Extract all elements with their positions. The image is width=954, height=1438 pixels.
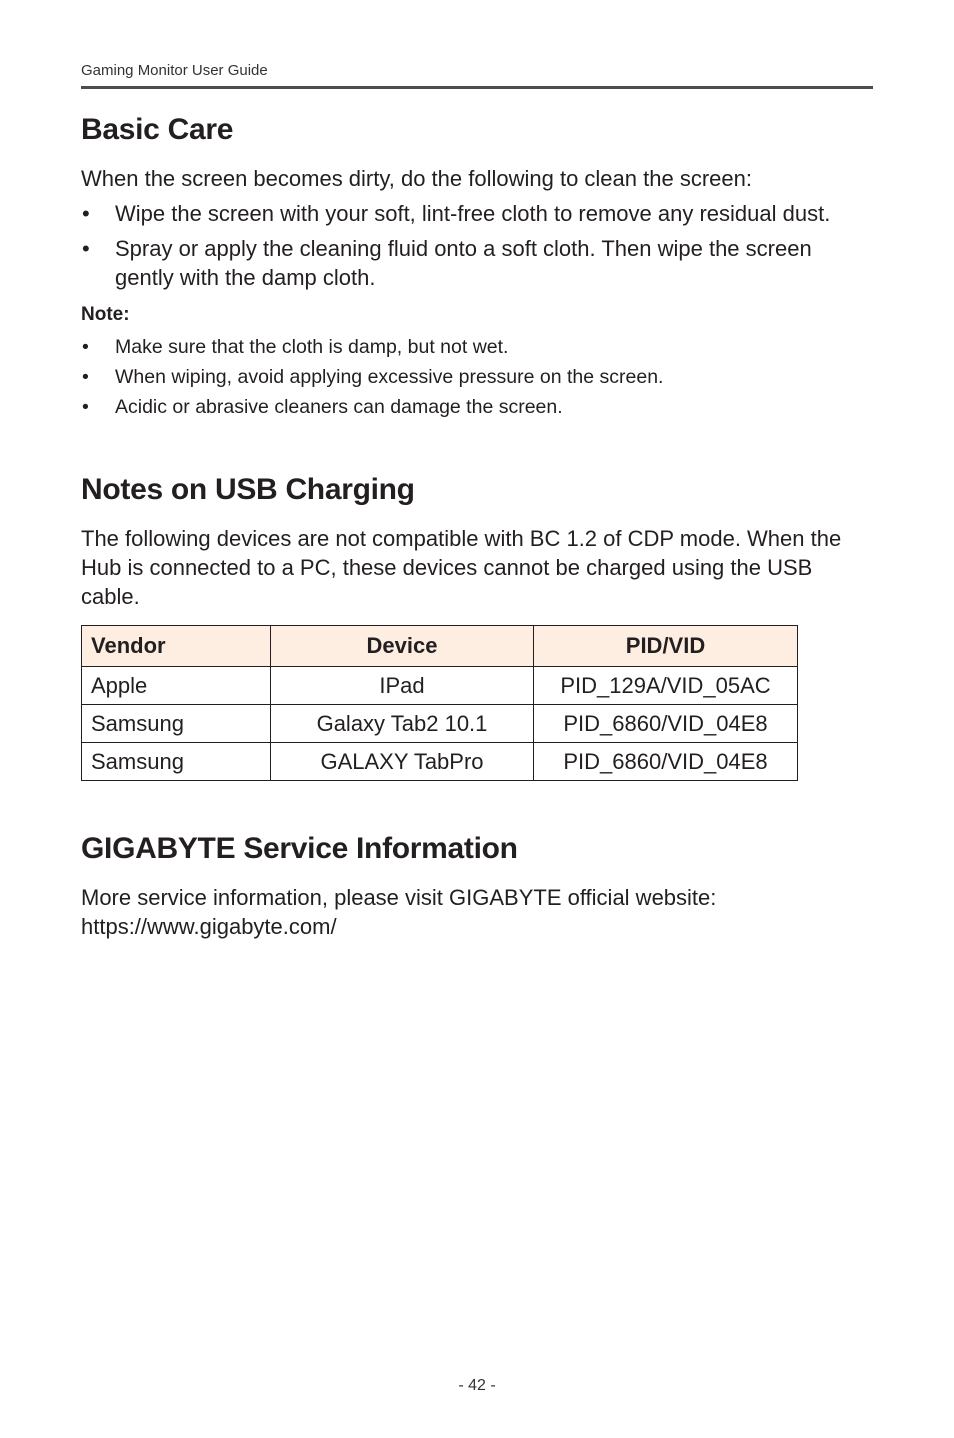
cleaning-steps-list <box>81 199 873 292</box>
header-rule <box>81 86 873 89</box>
column-header-vendor: Vendor <box>82 626 271 667</box>
page-number: - 42 - <box>458 1377 496 1394</box>
column-header-device: Device <box>271 626 534 667</box>
running-header: Gaming Monitor User Guide <box>81 62 268 79</box>
cell-vendor: Samsung <box>82 705 271 743</box>
column-header-pid-vid: PID/VID <box>534 626 798 667</box>
table-row <box>82 667 798 705</box>
page-content <box>81 108 873 941</box>
basic-care-intro: When the screen becomes dirty, do the following to clean the screen: <box>81 166 752 191</box>
basic-care-heading: Basic Care <box>81 113 234 146</box>
cell-device: GALAXY TabPro <box>271 743 534 781</box>
usb-charging-intro: The following devices are not compatible with BC 1.2 of CDP mode. When the Hub is connected to a PC, these devices cannot be charged using the USB cable. <box>81 526 842 609</box>
service-text <box>81 883 873 941</box>
cell-vendor: Samsung <box>82 743 271 781</box>
cell-pid-vid: PID_6860/VID_04E8 <box>534 743 798 781</box>
list-item: • Spray or apply the cleaning fluid onto a soft cloth. Then wipe the screen gently with the damp cloth. <box>81 234 873 292</box>
list-item: • Make sure that the cloth is damp, but not wet. <box>81 332 873 362</box>
cell-device: IPad <box>271 667 534 705</box>
list-item: • Acidic or abrasive cleaners can damage the screen. <box>81 392 873 422</box>
cell-device: Galaxy Tab2 10.1 <box>271 705 534 743</box>
usb-charging-heading: Notes on USB Charging <box>81 473 415 506</box>
list-item: • Wipe the screen with your soft, lint-free cloth to remove any residual dust. <box>81 199 873 228</box>
table-header-row <box>82 626 798 667</box>
notes-list <box>81 332 873 422</box>
note-label: Note: <box>81 304 130 325</box>
table-row <box>82 743 798 781</box>
incompatible-devices-table <box>81 625 798 781</box>
list-item: • When wiping, avoid applying excessive pressure on the screen. <box>81 362 873 392</box>
cell-pid-vid: PID_129A/VID_05AC <box>534 667 798 705</box>
table-row <box>82 705 798 743</box>
service-heading: GIGABYTE Service Information <box>81 832 518 865</box>
cell-vendor: Apple <box>82 667 271 705</box>
service-url-link[interactable]: https://www.gigabyte.com/ <box>81 914 337 939</box>
service-line: More service information, please visit GIGABYTE official website: <box>81 885 717 910</box>
cell-pid-vid: PID_6860/VID_04E8 <box>534 705 798 743</box>
